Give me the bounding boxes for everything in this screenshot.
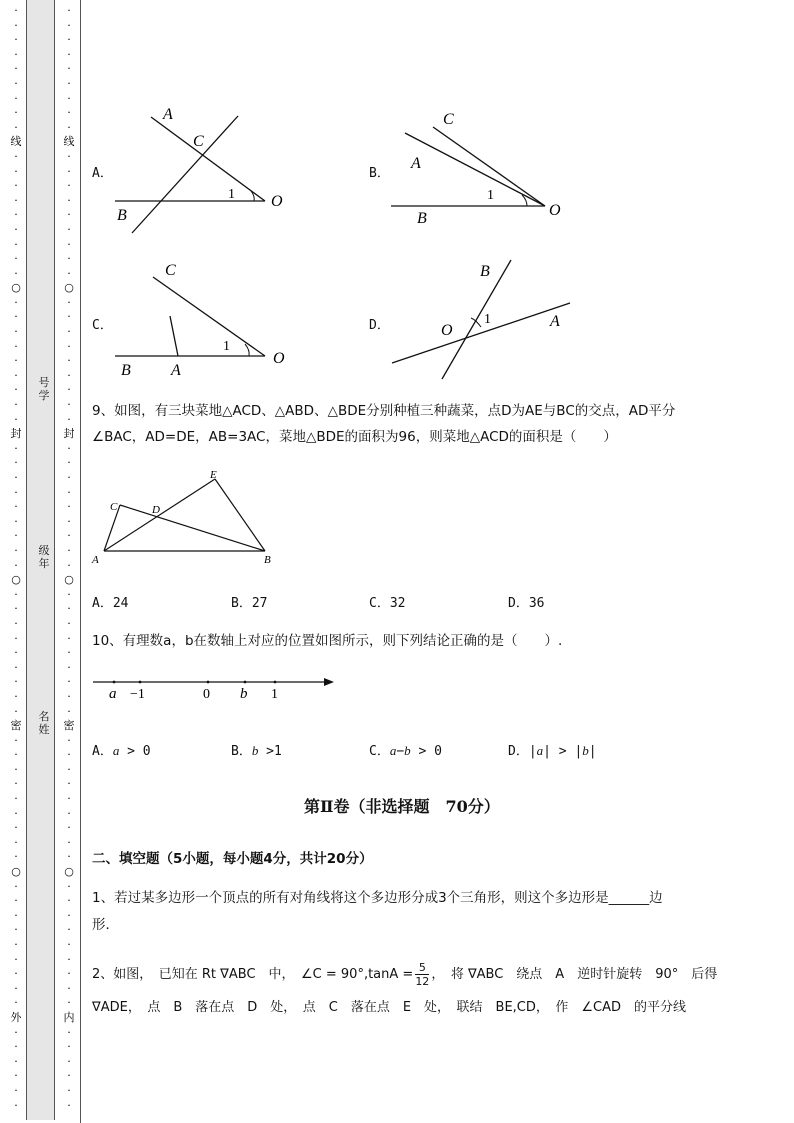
q9-figure (90, 465, 290, 575)
pt-A: A (92, 554, 99, 566)
pt-C: C (165, 262, 176, 279)
q9-option-a: A．24 (92, 596, 129, 611)
binding-dot: · (14, 62, 18, 76)
binding-dot: · (14, 325, 18, 339)
binding-dot: · (14, 792, 18, 806)
binding-dot: · (67, 952, 71, 966)
binding-dot: · (14, 106, 18, 120)
binding-dot: · (67, 441, 71, 455)
binding-dot: · (67, 631, 71, 645)
binding-dot: · (67, 1098, 71, 1112)
frac-num: 5 (415, 961, 429, 975)
binding-dot: · (67, 62, 71, 76)
binding-dot: · (14, 149, 18, 163)
pt-A: A (550, 313, 560, 330)
binding-dot: · (67, 164, 71, 178)
axis-a: a (109, 686, 117, 702)
binding-dot: · (67, 1083, 71, 1097)
axis-0: 0 (203, 687, 210, 702)
pt-B: B (417, 210, 427, 227)
binding-dot: · (14, 252, 18, 266)
q8-figure-c (105, 255, 305, 385)
binding-dot: · (67, 471, 71, 484)
q10-text: 10、有理数a，b在数轴上对应的位置如图所示，则下列结论正确的是（ ）. (92, 633, 563, 649)
binding-dot: · (67, 514, 71, 528)
binding-dot: · (14, 675, 18, 689)
binding-dot: · (67, 602, 71, 616)
binding-dot: · (67, 266, 71, 280)
binding-dot: · (14, 835, 18, 849)
angle-1: 1 (487, 188, 494, 203)
q9-line1 (92, 398, 732, 424)
binding-dot: · (14, 938, 18, 951)
binding-dot: · (14, 1040, 18, 1054)
binding-dot: · (67, 689, 71, 703)
binding-dot: · (14, 179, 18, 193)
q9-option-c: C．32 (369, 596, 406, 611)
label-name: 名 姓 (38, 710, 50, 736)
section-fill-blank: 二、填空题（5小题，每小题4分，共计20分） (92, 851, 373, 867)
binding-dot: · (67, 412, 71, 426)
binding-dot: · (67, 1054, 71, 1068)
binding-dot: · (67, 587, 71, 601)
binding-dot: · (67, 894, 71, 908)
binding-dot: · (14, 631, 18, 645)
pt-C: C (110, 501, 118, 513)
binding-dot: · (14, 208, 18, 222)
binding-dot: · (14, 354, 18, 368)
pt-C: C (443, 111, 454, 128)
binding-dot: · (67, 543, 71, 557)
binding-dot: · (67, 558, 71, 572)
binding-dot: · (14, 383, 18, 397)
binding-dot: · (14, 616, 18, 630)
binding-dot: · (14, 33, 18, 47)
fill-q2-line2: ∇ADE， 点 B 落在点 D 处， 点 C 落在点 E 处， 联结 BE,CD， 作 ∠CAD 的平分线 (92, 1000, 687, 1015)
q8-option-d-label: D． (369, 318, 390, 333)
binding-mark: ○ (64, 865, 74, 879)
binding-dot: · (67, 675, 71, 689)
pt-A: A (163, 106, 173, 123)
binding-dot: · (14, 558, 18, 572)
binding-dot: · (67, 704, 71, 718)
binding-dot: · (67, 237, 71, 251)
binding-dot: · (67, 354, 71, 368)
binding-dot: · (14, 529, 18, 543)
binding-dot: · (14, 923, 18, 937)
pt-O: O (549, 202, 561, 219)
margin-border (80, 0, 81, 1123)
binding-dot: · (14, 602, 18, 616)
binding-dot: · (14, 704, 18, 718)
fill-q1-line2: 形． (92, 917, 119, 933)
q8-option-b-label: B． (369, 166, 390, 181)
binding-dot: · (67, 748, 71, 762)
fill-q1-line1: 1、若过某多边形一个顶点的所有对角线将这个多边形分成3个三角形，则这个多边形是______边 (92, 890, 663, 906)
q10-number-line (90, 668, 340, 704)
binding-dot: · (67, 1069, 71, 1083)
q9-line2: ∠BAC，AD=DE，AB=3AC，菜地△BDE的面积为96，则菜地△ACD的面积是（ ） (92, 429, 617, 445)
binding-dot: · (14, 981, 18, 995)
binding-dot: · (14, 806, 18, 820)
axis-minus1: −1 (130, 687, 145, 702)
binding-dot: · (14, 777, 18, 791)
binding-dot: · (14, 485, 18, 499)
binding-mark: ○ (11, 865, 21, 879)
binding-dot: · (14, 967, 18, 981)
binding-dot: · (67, 762, 71, 776)
binding-dot: · (67, 18, 71, 32)
binding-dot: · (14, 1083, 18, 1097)
binding-dot: · (67, 252, 71, 266)
binding-dot: · (67, 368, 71, 382)
axis-1: 1 (271, 687, 278, 702)
binding-dot: · (67, 967, 71, 981)
binding-mark: 密 (63, 719, 75, 733)
right-dot-column (62, 4, 76, 1113)
binding-dot: · (67, 850, 71, 864)
binding-dot: · (14, 237, 18, 251)
binding-dot: · (67, 47, 71, 61)
part2-title: 第Ⅱ卷（非选择题 70分） (304, 797, 500, 816)
angle-1: 1 (223, 339, 230, 354)
binding-dot: · (14, 500, 18, 514)
binding-dot: · (67, 383, 71, 397)
binding-dot: · (67, 806, 71, 820)
pt-A: A (411, 155, 421, 172)
binding-mark: 内 (63, 1010, 75, 1024)
fill-q2-line1: 2、如图， 已知在 Rt ∇ABC 中， ∠C = 90°,tanA = $\frac{5}{12}$ ， 将 ∇ABC 绕点 A 逆时针旋转 90° 后得 (92, 961, 718, 988)
binding-dot: · (14, 894, 18, 908)
binding-dot: · (14, 762, 18, 776)
q9-number: 9 (92, 403, 101, 419)
binding-dot: · (14, 821, 18, 835)
pt-O: O (273, 350, 285, 367)
binding-dot: · (67, 500, 71, 514)
binding-dot: · (67, 660, 71, 674)
q10-option-d: D．|a| > |b| (508, 743, 597, 759)
binding-dot: · (14, 471, 18, 484)
binding-dot: · (67, 33, 71, 47)
binding-dot: · (67, 325, 71, 339)
binding-dot: · (14, 339, 18, 353)
pt-B: B (117, 207, 127, 224)
binding-dot: · (14, 1069, 18, 1083)
angle-1: 1 (484, 312, 491, 327)
binding-dot: · (67, 485, 71, 499)
binding-mark: ○ (64, 281, 74, 295)
pt-D: D (152, 504, 160, 516)
binding-dot: · (67, 908, 71, 922)
binding-dot: · (14, 514, 18, 528)
binding-mark: 封 (10, 427, 22, 441)
binding-dot: · (67, 208, 71, 222)
binding-dot: · (14, 120, 18, 134)
binding-dot: · (14, 91, 18, 105)
binding-dot: · (67, 646, 71, 660)
binding-dot: · (67, 923, 71, 937)
q8-option-a-label: A． (92, 166, 113, 181)
binding-dot: · (14, 398, 18, 412)
binding-dot: · (67, 222, 71, 236)
binding-dot: · (14, 164, 18, 178)
binding-dot: · (14, 222, 18, 236)
q8-option-c-label: C． (92, 318, 113, 333)
binding-dot: · (14, 996, 18, 1010)
binding-dot: · (14, 733, 18, 747)
binding-mark: 封 (63, 427, 75, 441)
binding-dot: · (67, 938, 71, 951)
pt-B: B (121, 362, 131, 379)
label-grade: 级 年 (38, 544, 50, 570)
frac-den: 12 (415, 975, 430, 988)
binding-dot: · (67, 76, 71, 90)
binding-dot: · (14, 543, 18, 557)
binding-dot: · (67, 149, 71, 163)
q9-option-d: D．36 (508, 596, 545, 611)
binding-dot: · (14, 879, 18, 893)
binding-dot: · (14, 850, 18, 864)
q10-option-a: A．a > 0 (92, 743, 151, 759)
binding-dot: · (14, 310, 18, 324)
binding-dot: · (67, 733, 71, 747)
binding-dot: · (14, 748, 18, 762)
binding-dot: · (67, 179, 71, 193)
axis-b: b (240, 686, 248, 702)
binding-dot: · (14, 193, 18, 207)
binding-dot: · (67, 835, 71, 849)
binding-dot: · (14, 456, 18, 470)
q8-figure-a (105, 100, 305, 240)
binding-dot: · (14, 1098, 18, 1112)
binding-mark: 线 (63, 135, 75, 149)
binding-dot: · (14, 1025, 18, 1039)
binding-dot: · (14, 587, 18, 601)
pt-C: C (193, 133, 204, 150)
pt-O: O (441, 322, 453, 339)
pt-A: A (171, 362, 181, 379)
binding-dot: · (67, 193, 71, 207)
binding-dot: · (14, 689, 18, 703)
binding-dot: · (14, 18, 18, 32)
binding-mark: ○ (11, 573, 21, 587)
q8-figure-d (385, 255, 585, 385)
binding-dot: · (14, 266, 18, 280)
q10-option-c: C．a−b > 0 (369, 743, 442, 759)
binding-mark: 外 (10, 1010, 22, 1024)
binding-dot: · (67, 529, 71, 543)
binding-dot: · (67, 879, 71, 893)
binding-dot: · (67, 398, 71, 412)
binding-mark: 密 (10, 719, 22, 733)
pt-E: E (210, 469, 217, 481)
binding-dot: · (14, 47, 18, 61)
binding-mark: ○ (11, 281, 21, 295)
binding-dot: · (67, 616, 71, 630)
q10-option-b: B．b >1 (231, 743, 282, 759)
binding-dot: · (67, 777, 71, 791)
binding-dot: · (67, 339, 71, 353)
binding-dot: · (67, 1025, 71, 1039)
binding-margin (0, 0, 82, 1123)
q9-option-b: B．27 (231, 596, 268, 611)
binding-dot: · (67, 106, 71, 120)
pt-B: B (264, 554, 271, 566)
binding-mark: 线 (10, 135, 22, 149)
binding-dot: · (67, 981, 71, 995)
binding-dot: · (14, 908, 18, 922)
binding-dot: · (14, 646, 18, 660)
binding-dot: · (14, 76, 18, 90)
binding-dot: · (14, 660, 18, 674)
binding-dot: · (67, 456, 71, 470)
binding-dot: · (67, 120, 71, 134)
binding-dot: · (14, 1054, 18, 1068)
q8-figure-b (385, 105, 585, 235)
angle-1: 1 (228, 187, 235, 202)
binding-dot: · (14, 4, 18, 17)
binding-mark: ○ (64, 573, 74, 587)
pt-O: O (271, 193, 283, 210)
binding-dot: · (14, 412, 18, 426)
left-dot-column (9, 4, 23, 1113)
label-student-id: 号 学 (38, 376, 50, 402)
binding-dot: · (14, 441, 18, 455)
binding-dot: · (67, 821, 71, 835)
binding-dot: · (67, 996, 71, 1010)
q9-text1: 、如图，有三块菜地△ACD、△ABD、△BDE分别种植三种蔬菜，点D为AE与BC的交点，AD平分 (100, 403, 676, 419)
binding-dot: · (14, 295, 18, 309)
binding-dot: · (67, 91, 71, 105)
binding-dot: · (67, 4, 71, 17)
binding-dot: · (67, 310, 71, 324)
binding-dot: · (67, 1040, 71, 1054)
binding-dot: · (14, 952, 18, 966)
pt-B: B (480, 263, 490, 280)
binding-dot: · (14, 368, 18, 382)
binding-dot: · (67, 792, 71, 806)
binding-dot: · (67, 295, 71, 309)
